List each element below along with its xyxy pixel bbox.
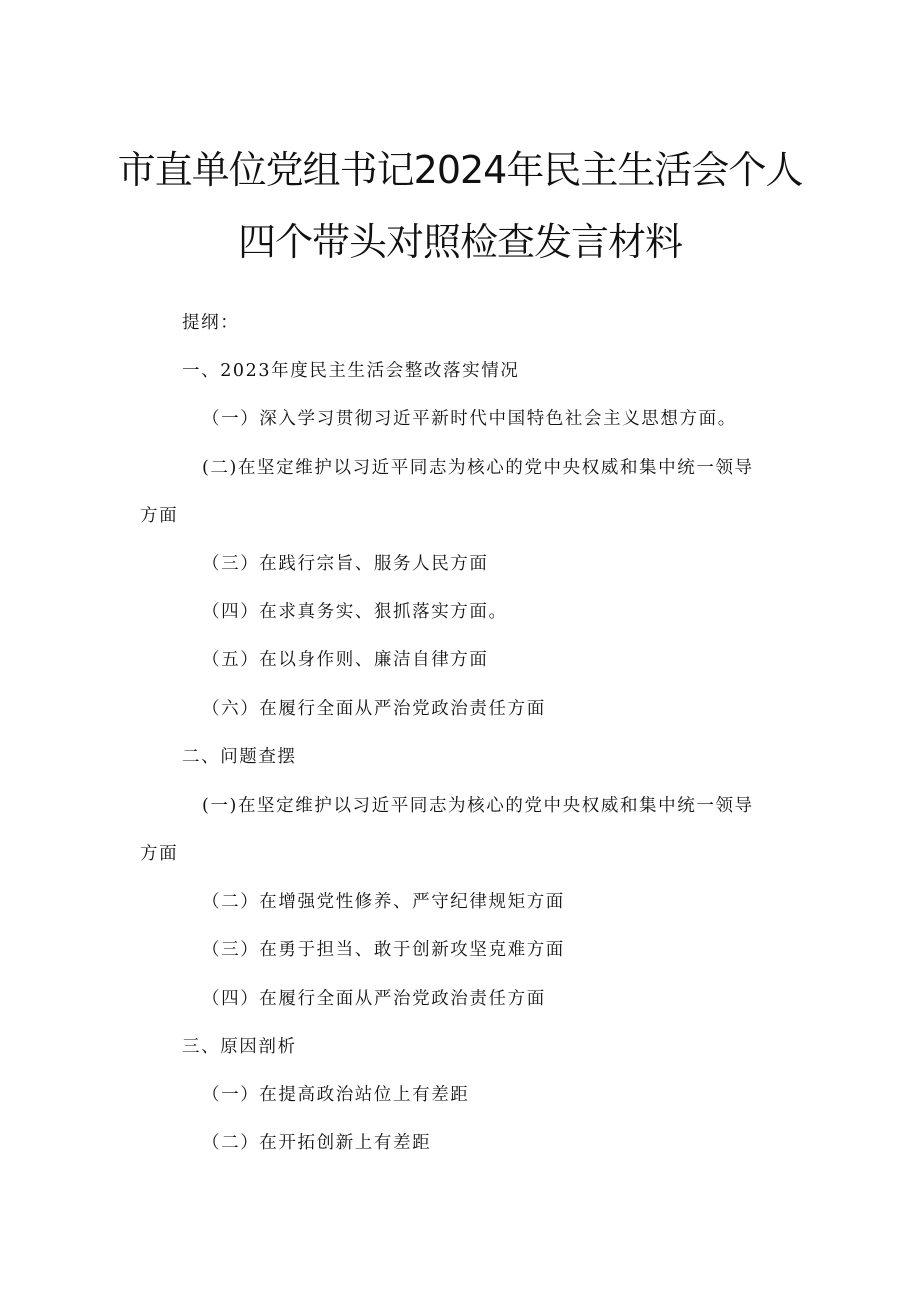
outline-item: （二）在增强党性修养、严守纪律规矩方面 bbox=[202, 892, 565, 912]
outline-item: （三）在勇于担当、敢于创新攻坚克难方面 bbox=[202, 940, 565, 960]
outline-item-continuation: 方面 bbox=[140, 506, 179, 526]
section-heading: 一、2023年度民主生活会整改落实情况 bbox=[182, 361, 520, 381]
outline-item: （一）深入学习贯彻习近平新时代中国特色社会主义思想方面。 bbox=[202, 409, 737, 429]
outline-item: （一）在提高政治站位上有差距 bbox=[202, 1085, 470, 1105]
outline-item: (一)在坚定维护以习近平同志为核心的党中央权威和集中统一领导 bbox=[202, 796, 754, 816]
section-heading: 三、原因剖析 bbox=[182, 1037, 297, 1057]
outline-item: （三）在践行宗旨、服务人民方面 bbox=[202, 554, 489, 574]
document-title-line-1: 市直单位党组书记2024年民主生活会个人 bbox=[117, 148, 803, 192]
outline-item: (二)在坚定维护以习近平同志为核心的党中央权威和集中统一领导 bbox=[202, 458, 754, 478]
outline-item: （六）在履行全面从严治党政治责任方面 bbox=[202, 699, 546, 719]
outline-item: （五）在以身作则、廉洁自律方面 bbox=[202, 650, 489, 670]
outline-item-continuation: 方面 bbox=[140, 844, 179, 864]
document-title-line-2: 四个带头对照检查发言材料 bbox=[237, 220, 682, 264]
outline-item: （四）在履行全面从严治党政治责任方面 bbox=[202, 989, 546, 1009]
section-heading: 二、问题查摆 bbox=[182, 747, 297, 767]
outline-item: （四）在求真务实、狠抓落实方面。 bbox=[202, 602, 508, 622]
outline-item: （二）在开拓创新上有差距 bbox=[202, 1133, 432, 1153]
outline-label: 提纲： bbox=[182, 313, 240, 333]
